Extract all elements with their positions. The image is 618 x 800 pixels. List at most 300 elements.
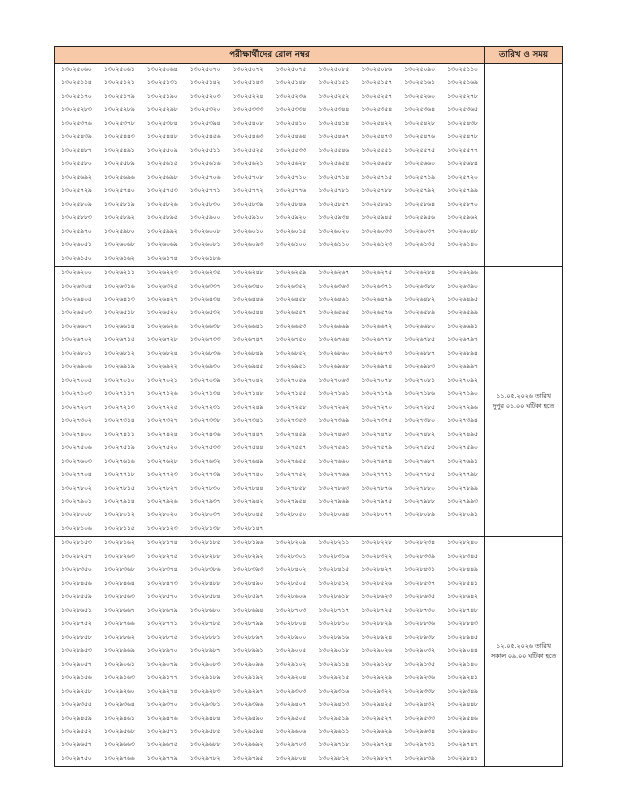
roll-number: ১৩০২৯৭২৪ xyxy=(361,742,393,749)
roll-number: ১৩০২৬৪২৭ xyxy=(146,296,178,303)
roll-number: ১৩০২৭৯১৪ xyxy=(104,499,135,505)
roll-number: ১৩০২৯৭৯৫ xyxy=(232,755,264,762)
roll-number: ১৩০২৭৪২৪ xyxy=(146,431,178,438)
roll-number: ১৩০২৭০২১ xyxy=(146,377,178,384)
roll-number: ১৩০২৬৭৯৭ xyxy=(447,337,478,344)
roll-number: ১৩০২৭৯২৬ xyxy=(146,499,178,505)
roll-number: ১৩০২৬৭২৮ xyxy=(146,337,178,344)
roll-number: ১৩০২৬৯৬৮ xyxy=(318,364,350,371)
roll-number: ১৩০২৫০৬৪ xyxy=(146,67,178,73)
roll-number: ১৩০২৯৮০৪ xyxy=(275,755,307,762)
roll-number: ১৩০২৬৩৫২ xyxy=(275,283,307,290)
roll-number: ১৩০২৭৬৫৫ xyxy=(275,458,307,465)
roll-number: ১৩০২৫৮৭০ xyxy=(447,201,478,208)
roll-number: ১৩০২৮৩৯৩ xyxy=(232,567,264,574)
roll-number: ১৩০২৫৮৬১ xyxy=(361,201,393,208)
roll-number: ১৩০২৮৬৭৯ xyxy=(146,607,178,614)
roll-number: ১৩০২৮৬৩৫ xyxy=(404,594,435,601)
roll-number: ১৩০২৬২৯৬ xyxy=(447,270,478,277)
roll-number: ১৩০২৭৫২০ xyxy=(146,445,178,452)
roll-number: ১৩০২৫৮৩৯ xyxy=(232,201,264,208)
roll-number: ১৩০২৬৬৫৩ xyxy=(275,323,307,330)
roll-number: ১৩০২৬৫৪৪ xyxy=(232,310,264,317)
roll-number: ১৩০২৭৭৩৯ xyxy=(189,472,221,479)
roll-number: ১৩০২৬৪৭৯ xyxy=(361,296,393,303)
roll-number: ১৩০২৮৭২৫ xyxy=(361,607,393,614)
roll-number: ১৩০২৭৮৯৯ xyxy=(447,485,478,492)
roll-number: ১৩০২৭০৯২ xyxy=(447,377,478,384)
roll-number: ১৩০২৭৫৭৯ xyxy=(361,445,393,452)
roll-number: ১৩০২৮৬৬৭ xyxy=(104,607,135,614)
roll-number: ১৩০২৮৯৮৭ xyxy=(189,648,221,655)
roll-number: ১৩০২৭৩৭৫ xyxy=(361,418,393,425)
roll-number: ১৩০২৬৬৪১ xyxy=(232,323,264,330)
roll-number: ১৩০২৬৪৯৫ xyxy=(447,296,478,303)
roll-number: ১৩০২৬১৫০ xyxy=(61,255,92,262)
roll-number: ১৩০২৭৮৫৮ xyxy=(275,485,307,492)
roll-number: ১৩০২৫১৪৮ xyxy=(275,80,307,87)
roll-number: ১৩০২৮২৫৭ xyxy=(61,553,92,560)
roll-number: ১৩০২৫৪৩৮ xyxy=(447,120,478,127)
roll-number: ১৩০২৫৪৭৩ xyxy=(361,134,393,141)
table-header-row xyxy=(55,47,563,64)
roll-number: ১৩০২৭৪৬৩ xyxy=(318,431,350,438)
roll-number: ১৩০২৭৭৪০ xyxy=(232,472,264,479)
roll-number: ১৩০২৭২০৭ xyxy=(61,404,92,411)
roll-number: ১৩০২৫৩৭৬ xyxy=(61,120,92,127)
roll-number: ১৩০২৮২০৯ xyxy=(275,540,307,547)
roll-number: ১৩০২৯৫১৯ xyxy=(318,715,350,722)
roll-number: ১৩০২৬০৬৯ xyxy=(146,242,178,249)
roll-number: ১৩০২৭১৪৮ xyxy=(232,391,264,398)
roll-number: ১৩০২৫৪৬৩ xyxy=(232,134,264,141)
exam-time: সকাল ০৯.০০ ঘটিকা হতে xyxy=(490,652,557,660)
roll-number: ১৩০২৭০৬৩ xyxy=(318,377,350,384)
roll-number: ১৩০২৯১৫৬ xyxy=(61,675,92,682)
roll-number: ১৩০২৮৯১৬ xyxy=(318,634,350,641)
roll-number: ১৩০২৬৪৪৬ xyxy=(232,296,264,303)
roll-number: ১৩০২৯৭৭৯ xyxy=(146,755,178,762)
roll-number: ১৩০২৬০৫১ xyxy=(61,242,92,249)
roll-number-grid xyxy=(55,64,484,266)
roll-number: ১৩০২৫২৭৮ xyxy=(447,93,478,100)
roll-number: ১৩০২৮৯৫৩ xyxy=(61,648,92,655)
roll-number: ১৩০২৬৯০৬ xyxy=(61,364,92,371)
roll-number: ১৩০২৫৮২৬ xyxy=(146,201,178,208)
roll-number: ১৩০২৭৯০১ xyxy=(61,499,92,505)
roll-number: ১৩০২৯১৬৩ xyxy=(104,675,135,682)
roll-number: ১৩০২৯৬৫৭ xyxy=(61,742,92,749)
roll-number: ১৩০২৭০৩৯ xyxy=(189,377,221,384)
roll-number: ১৩০২৫৮০৯ xyxy=(61,201,92,208)
roll-number: ১৩০২৬৪৬১ xyxy=(318,296,350,303)
roll-number: ১৩০২৮০০৮ xyxy=(61,512,92,519)
roll-number: ১৩০২৮৮৫৮ xyxy=(61,634,92,641)
roll-number: ১৩০২৫০৭৫ xyxy=(275,67,307,73)
roll-number: ১৩০২৫৫৩৩ xyxy=(275,147,307,154)
roll-number: ১৩০২৬৫৭৬ xyxy=(361,310,393,317)
roll-number: ১৩০২৬১২৩ xyxy=(361,242,393,249)
roll-number: ১৩০২৫৮৩০ xyxy=(189,201,221,208)
roll-number: ১৩০২৭৪০০ xyxy=(61,431,92,438)
roll-number: ১৩০২৮৮৭৫ xyxy=(146,634,178,641)
roll-number: ১৩০২৫৪০৮ xyxy=(232,120,264,127)
roll-number: ১৩০২৫০৬১ xyxy=(104,67,135,73)
roll-number: ১৩০২৭৮৪৪ xyxy=(232,485,264,492)
roll-number: ১৩০২৭৮৩০ xyxy=(189,485,221,492)
roll-number: ১৩০২৫১৪২ xyxy=(189,80,221,87)
exam-block-2 xyxy=(55,267,563,537)
roll-number: ১৩০২৮৫৯৭ xyxy=(232,594,264,601)
roll-number: ১৩০২৮২৯২ xyxy=(232,553,264,560)
roll-number: ১৩০২৯৭৪৭ xyxy=(447,742,478,749)
roll-number: ১৩০২৮৯৪৫ xyxy=(447,634,478,641)
roll-number: ১৩০২৫৬৬০ xyxy=(404,161,435,168)
roll-number: ১৩০২৯২৮৩ xyxy=(189,688,221,695)
roll-number: ১৩০২৭৩৯৪ xyxy=(447,418,478,425)
roll-number: ১৩০২৯৫৩৩ xyxy=(404,715,435,722)
roll-number: ১৩০২৫৭৪০ xyxy=(104,188,135,195)
roll-number: ১৩০২৫৩৬৫ xyxy=(447,107,478,114)
roll-number: ১৩০২৬৮২৪ xyxy=(146,350,178,357)
roll-number: ১৩০২৭২১৩ xyxy=(104,404,135,411)
roll-number: ১৩০২৫৬৯৬ xyxy=(104,174,135,181)
roll-number: ১৩০২৭৩৩৮ xyxy=(189,418,221,425)
roll-number: ১৩০২৯২০৪ xyxy=(275,675,307,682)
roll-number: ১৩০২৯৪০৭ xyxy=(275,702,307,709)
roll-number: ১৩০২৫৩৭৮ xyxy=(104,120,135,127)
roll-number: ১৩০২৬২৬৭ xyxy=(318,270,350,277)
roll-number: ১৩০২৮৬২৩ xyxy=(361,594,393,601)
roll-number: ১৩০২৯২১৫ xyxy=(318,675,350,682)
roll-number: ১৩০২৯১৭৭ xyxy=(146,675,178,682)
roll-number: ১৩০২৮৩৬৮ xyxy=(104,567,135,574)
roll-number: ১৩০২৬৪১৩ xyxy=(104,296,135,303)
roll-number: ১৩০২৭৯৭৫ xyxy=(361,499,393,505)
roll-number: ১৩০২৫৪৭৬ xyxy=(404,134,435,141)
roll-number: ১৩০২৬২০০ xyxy=(61,270,92,277)
roll-number: ১৩০২৬৫৮৯ xyxy=(404,310,435,317)
roll-number: ১৩০২৭৪৩৬ xyxy=(189,431,221,438)
roll-number: ১৩০২৯৫২৭ xyxy=(361,715,393,722)
roll-column-header: পরীক্ষার্থীদের রোল নম্বর xyxy=(55,47,485,64)
roll-number: ১৩০২৫২৫৭ xyxy=(361,93,393,100)
roll-number: ১৩০২৬৮৮৭ xyxy=(404,350,435,357)
roll-number: ১৩০২৭৪৪৭ xyxy=(232,431,264,438)
roll-number: ১৩০২৭৩৪১ xyxy=(232,418,264,425)
roll-number: ১৩০২৮৬০৬ xyxy=(275,594,307,601)
roll-number: ১৩০২৮৩৮৬ xyxy=(189,567,221,574)
roll-number: ১৩০২৮১৯৬ xyxy=(232,540,264,547)
roll-number: ১৩০২৮৪৯০ xyxy=(232,580,264,587)
roll-number: ১৩০২৫৯০০ xyxy=(189,215,221,222)
roll-list-cell xyxy=(55,537,485,767)
roll-number: ১৩০২৭১৯০ xyxy=(447,391,478,398)
roll-number: ১৩০২৯৫৯৪ xyxy=(232,728,264,735)
roll-number: ১৩০২৯৪১৩ xyxy=(318,702,350,709)
roll-number: ১৩০২৭৯৯৩ xyxy=(447,499,478,505)
roll-number: ১৩০২৭৭০৪ xyxy=(61,472,92,479)
roll-number: ১৩০২৮৪৮৮ xyxy=(189,580,221,587)
roll-number: ১৩০২৭৩৮০ xyxy=(404,418,435,425)
roll-number: ১৩০২৫২৮৯ xyxy=(104,107,135,114)
roll-number: ১৩০২৮৭৪৮ xyxy=(447,607,478,614)
roll-number: ১৩০২৫৩৬৪ xyxy=(404,107,435,114)
roll-number: ১৩০২৭১৭৯ xyxy=(361,391,393,398)
roll-number: ১৩০২৮৩৪৫ xyxy=(447,553,478,560)
roll-number: ১৩০২৯৬১১ xyxy=(318,728,350,735)
roll-number: ১৩০২৮৭৬৬ xyxy=(104,621,135,628)
roll-number: ১৩০২৭৭৬৬ xyxy=(318,472,350,479)
roll-number: ১৩০২৫৭১৪ xyxy=(318,174,350,181)
roll-number: ১৩০২৬১৬২ xyxy=(104,255,135,262)
roll-number: ১৩০২৭৭৭১ xyxy=(361,472,393,479)
roll-number: ১৩০২৭৮১৫ xyxy=(104,485,135,492)
roll-number: ১৩০২৮৯৬৯ xyxy=(104,648,135,655)
roll-number: ১৩০২৮৮৩৬ xyxy=(404,621,435,628)
roll-number: ১৩০২৬৯৯৭ xyxy=(447,364,478,371)
roll-number: ১৩০২৯০২৬ xyxy=(361,648,393,655)
roll-number: ১৩০২৬৭৬৪ xyxy=(318,337,350,344)
roll-number: ১৩০২৫৫৪৬ xyxy=(318,147,350,154)
roll-number: ১৩০২৬৫৩২ xyxy=(189,310,221,317)
roll-number: ১৩০২৫৪২২ xyxy=(361,120,393,127)
roll-number: ১৩০২৮২১১ xyxy=(318,540,350,547)
roll-number: ১৩০২৬৭৪৭ xyxy=(232,337,264,344)
roll-number: ১৩০২৯৮৩৯ xyxy=(404,755,435,762)
roll-number: ১৩০২৭৩১৪ xyxy=(104,418,135,425)
roll-number: ১৩০২৫৩৯৪ xyxy=(189,120,221,127)
roll-number: ১৩০২৮৩২২ xyxy=(361,553,393,560)
roll-number: ১৩০২৭৫৩৩ xyxy=(189,445,221,452)
exam-time: দুপুর ০১.০০ ঘটিকা হতে xyxy=(492,402,555,410)
roll-number: ১৩০২৯৫৮৫ xyxy=(189,728,221,735)
roll-number: ১৩০২৯৩১৬ xyxy=(318,688,350,695)
roll-number: ১৩০২৯০৮৩ xyxy=(189,661,221,668)
roll-number: ১৩০২৯৪৯০ xyxy=(232,715,264,722)
roll-number: ১৩০২৫৪৯১ xyxy=(104,147,135,154)
roll-number: ১৩০২৯২৬০ xyxy=(104,688,135,695)
roll-number: ১৩০২৫৭০৬ xyxy=(189,174,221,181)
roll-number: ১৩০২৬৮১২ xyxy=(104,350,135,357)
roll-number: ১৩০২৯৫৫২ xyxy=(61,728,92,735)
roll-number: ১৩০২৬৯৫১ xyxy=(275,364,307,371)
roll-number: ১৩০২৯৩৭০ xyxy=(146,702,178,709)
roll-number: ১৩০২৫৫২৫ xyxy=(232,147,264,154)
roll-number: ১৩০২৭৩৬৯ xyxy=(318,418,350,425)
exam-date: ১১.০৫.২০২৬ তারিখ xyxy=(496,392,551,400)
roll-number: ১৩০২৭১২৬ xyxy=(146,391,178,398)
roll-number: ১৩০২৭৬৩২ xyxy=(189,458,221,465)
roll-number: ১৩০২৫১৫৭ xyxy=(361,80,393,87)
roll-number: ১৩০২৮৩১৬ xyxy=(318,553,350,560)
roll-number: ১৩০২৫১৫১ xyxy=(318,80,350,87)
roll-number: ১৩০২৬৬৮০ xyxy=(404,323,435,330)
roll-number: ১৩০২৯৬২৯ xyxy=(361,728,393,735)
roll-number: ১৩০২৫৪৭৮ xyxy=(447,134,478,141)
roll-number: ১৩০২৫১১৪ xyxy=(61,80,92,87)
roll-number: ১৩০২৭৮০২ xyxy=(61,485,92,492)
time-column-header: তারিখ ও সময় xyxy=(485,47,563,64)
roll-number: ১৩০২৮০৫০ xyxy=(275,512,307,519)
roll-number: ১৩০২৬৩৯০ xyxy=(447,283,478,290)
roll-number: ১৩০২৮৪০২ xyxy=(275,567,307,574)
roll-number: ১৩০২৫১৭৯ xyxy=(104,93,135,100)
roll-number: ১৩০২৫০৬০ xyxy=(61,67,92,73)
roll-list-cell xyxy=(55,64,485,267)
roll-number: ১৩০২৬৬০৭ xyxy=(61,323,92,330)
roll-number: ১৩০২৫০৭২ xyxy=(232,67,264,73)
roll-number: ১৩০২৫৩৫৪ xyxy=(361,107,393,114)
roll-number: ১৩০২৫৪৬৪ xyxy=(275,134,307,141)
roll-number: ১৩০২৭২৪৯ xyxy=(232,404,264,411)
roll-number: ১৩০২৫৩২০ xyxy=(189,107,221,114)
roll-number: ১৩০২৫৯২০ xyxy=(275,215,307,222)
roll-number: ১৩০২৮০৩৭ xyxy=(189,512,221,519)
roll-number: ১৩০২৯৭৮২ xyxy=(189,755,221,762)
roll-number: ১৩০২৮১৮৫ xyxy=(189,540,221,547)
roll-number: ১৩০২৮৮০৪ xyxy=(275,621,307,628)
roll-number: ১৩০২৫২৮৩ xyxy=(61,107,92,114)
roll-number: ১৩০২৯৮৪১ xyxy=(447,755,478,762)
roll-number: ১৩০২৯৭৬৬ xyxy=(104,755,135,762)
roll-number: ১৩০২৬৫০৩ xyxy=(61,310,92,317)
roll-number: ১৩০২৯১৩৫ xyxy=(404,661,435,668)
roll-number: ১৩০২৮৭১৭ xyxy=(318,607,350,614)
roll-number: ১৩০২৯১১৪ xyxy=(318,661,350,668)
roll-number: ১৩০২৯৬৯২ xyxy=(232,742,264,749)
roll-number: ১৩০২৬৫১৮ xyxy=(104,310,135,317)
roll-number: ১৩০২৫৮১৯ xyxy=(104,201,135,208)
roll-number: ১৩০২৭২২৫ xyxy=(146,404,178,411)
schedule-cell xyxy=(485,64,563,267)
roll-number: ১৩০২৭২৯৬ xyxy=(447,404,478,411)
roll-number: ১৩০২৫৬৫৪ xyxy=(318,161,350,168)
roll-number: ১৩০২৮১৫৩ xyxy=(61,540,92,547)
roll-number: ১৩০২৯৪৪৮ xyxy=(447,702,478,709)
roll-number: ১৩০২৬৬৯১ xyxy=(447,323,478,330)
roll-number: ১৩০২৭০৪২ xyxy=(232,377,264,384)
roll-number: ১৩০২৮৩৭৪ xyxy=(146,567,178,574)
roll-number: ১৩০২৮৬৮০ xyxy=(189,607,221,614)
roll-number: ১৩০২৭১৩৪ xyxy=(189,391,221,398)
roll-number: ১৩০২৫৯১০ xyxy=(232,215,264,222)
roll-number: ১৩০২৭৪৯৫ xyxy=(447,431,478,438)
roll-number: ১৩০২৭৪৭৮ xyxy=(361,431,393,438)
roll-number: ১৩০২৫১৬৯ xyxy=(447,80,478,87)
roll-number: ১৩০২৮৪৩১ xyxy=(404,567,435,574)
roll-number: ১৩০২৬২৭৫ xyxy=(361,270,393,277)
roll-number: ১৩০২৯২৯৭ xyxy=(232,688,264,695)
roll-number: ১৩০২৭৫৮৫ xyxy=(404,445,435,452)
roll-number: ১৩০২৬৯৪৫ xyxy=(232,364,264,371)
roll-number: ১৩০২৫৬২১ xyxy=(232,161,264,168)
roll-number: ১৩০২৫০৮৬ xyxy=(361,67,393,73)
roll-number: ১৩০২৭৮৮০ xyxy=(404,485,435,492)
roll-number: ১৩০২৭০০৫ xyxy=(61,377,92,384)
roll-number: ১৩০২৬১৮৬ xyxy=(189,255,221,262)
roll-number: ১৩০২৫১৬১ xyxy=(404,80,435,87)
roll-number: ১৩০২৭৫০৬ xyxy=(61,445,92,452)
roll-number: ১৩০২৫৩৩৩ xyxy=(232,107,264,114)
roll-number: ১৩০২৫৭৭৬ xyxy=(275,188,307,195)
roll-number: ১৩০২৫৬৫৮ xyxy=(361,161,393,168)
roll-number: ১৩০২৬২৮৪ xyxy=(404,270,435,277)
roll-number: ১৩০২৯৩০৩ xyxy=(275,688,307,695)
roll-number: ১৩০২৭১১৭ xyxy=(104,391,135,398)
roll-number: ১৩০২৫৫১১ xyxy=(189,147,221,154)
roll-number: ১৩০২৭৫৬১ xyxy=(318,445,350,452)
roll-number: ১৩০২৮৫৪১ xyxy=(447,580,478,587)
roll-number: ১৩০২৬৮৫২ xyxy=(275,350,307,357)
roll-number: ১৩০২৬১৩৫ xyxy=(404,242,435,249)
roll-number: ১৩০২৮৭৩০ xyxy=(404,607,435,614)
roll-number: ১৩০২৫৩৮৪ xyxy=(146,120,178,127)
roll-number: ১৩০২৯৬৬৩ xyxy=(104,742,135,749)
roll-number: ১৩০২৬৭৫০ xyxy=(275,337,307,344)
roll-number: ১৩০২৫১১০ xyxy=(447,67,478,73)
roll-number: ১৩০২৮৬৯৪ xyxy=(232,607,264,614)
roll-number: ১৩০২৫৯৮০ xyxy=(104,228,135,235)
roll-number: ১৩০২৯২৭৪ xyxy=(146,688,178,695)
roll-number: ১৩০২৫১২১ xyxy=(104,80,135,87)
roll-number: ১৩০২৬৬২৬ xyxy=(146,323,178,330)
roll-number: ১৩০২৮১২৩ xyxy=(146,525,178,532)
roll-number: ১৩০২৯০৬১ xyxy=(104,661,135,668)
roll-number: ১৩০২৫৪৬৭ xyxy=(318,134,350,141)
roll-number: ১৩০২৬০৬৮ xyxy=(104,242,135,249)
roll-number: ১৩০২৭৭৫২ xyxy=(275,472,307,479)
roll-number: ১৩০২৬৭০২ xyxy=(61,337,92,344)
roll-number: ১৩০২৮৮২৯ xyxy=(361,621,393,628)
roll-number: ১৩০২৫৯৭০ xyxy=(61,228,92,235)
roll-number: ১৩০২৯৪৫৯ xyxy=(61,715,92,722)
roll-number: ১৩০২৯৬৮৮ xyxy=(189,742,221,749)
roll-number: ১৩০২৯১২৮ xyxy=(361,661,393,668)
roll-number: ১৩০২৯৪৭৬ xyxy=(146,715,178,722)
roll-number: ১৩০২৬০৯৩ xyxy=(232,242,264,249)
roll-number: ১৩০২৬৩২৫ xyxy=(146,283,178,290)
roll-number: ১৩০২৫৮৮৩ xyxy=(61,215,92,222)
roll-number: ১৩০২৬৪৩৪ xyxy=(189,296,221,303)
roll-number: ১৩০২৬২৫৯ xyxy=(275,270,307,277)
roll-number: ১৩০২৫৪৫৬ xyxy=(189,134,221,141)
roll-number: ১৩০২৬০৮১ xyxy=(189,242,221,249)
roll-number: ১৩০২৯০০৫ xyxy=(275,648,307,655)
roll-number: ১৩০২৯৩৮১ xyxy=(189,702,221,709)
roll-number: ১৩০২৬৫৯৯ xyxy=(447,310,478,317)
roll-number: ১৩০২৫৬২৮ xyxy=(275,161,307,168)
roll-number: ১৩০২৮৪২৭ xyxy=(361,567,393,574)
roll-number: ১৩০২৮৯৩৮ xyxy=(404,634,435,641)
roll-number: ১৩০২৮২৪০ xyxy=(447,540,478,547)
roll-number: ১৩০২৮৯৭০ xyxy=(146,648,178,655)
roll-number: ১৩০২৮১০৬ xyxy=(61,525,92,532)
roll-number: ১৩০২৬০১৫ xyxy=(275,228,307,235)
roll-number-grid xyxy=(55,537,484,766)
roll-number: ১৩০২৫৬৮৪ xyxy=(447,161,478,168)
roll-number: ১৩০২৯৫৪৬ xyxy=(447,715,478,722)
roll-number: ১৩০২৬৩৭১ xyxy=(361,283,393,290)
roll-number: ১৩০২৮০৬৪ xyxy=(318,512,350,519)
roll-number: ১৩০২৬৬৩৮ xyxy=(189,323,221,330)
roll-number: ১৩০২৮৭৮৫ xyxy=(189,621,221,628)
roll-number: ১৩০২৮৫৫৯ xyxy=(61,594,92,601)
roll-list-cell xyxy=(55,267,485,537)
roll-number: ১৩০২৬৩০৪ xyxy=(61,283,92,290)
roll-number: ১৩০২৬১১০ xyxy=(318,242,350,249)
roll-number: ১৩০২৮১৭৪ xyxy=(146,540,178,547)
